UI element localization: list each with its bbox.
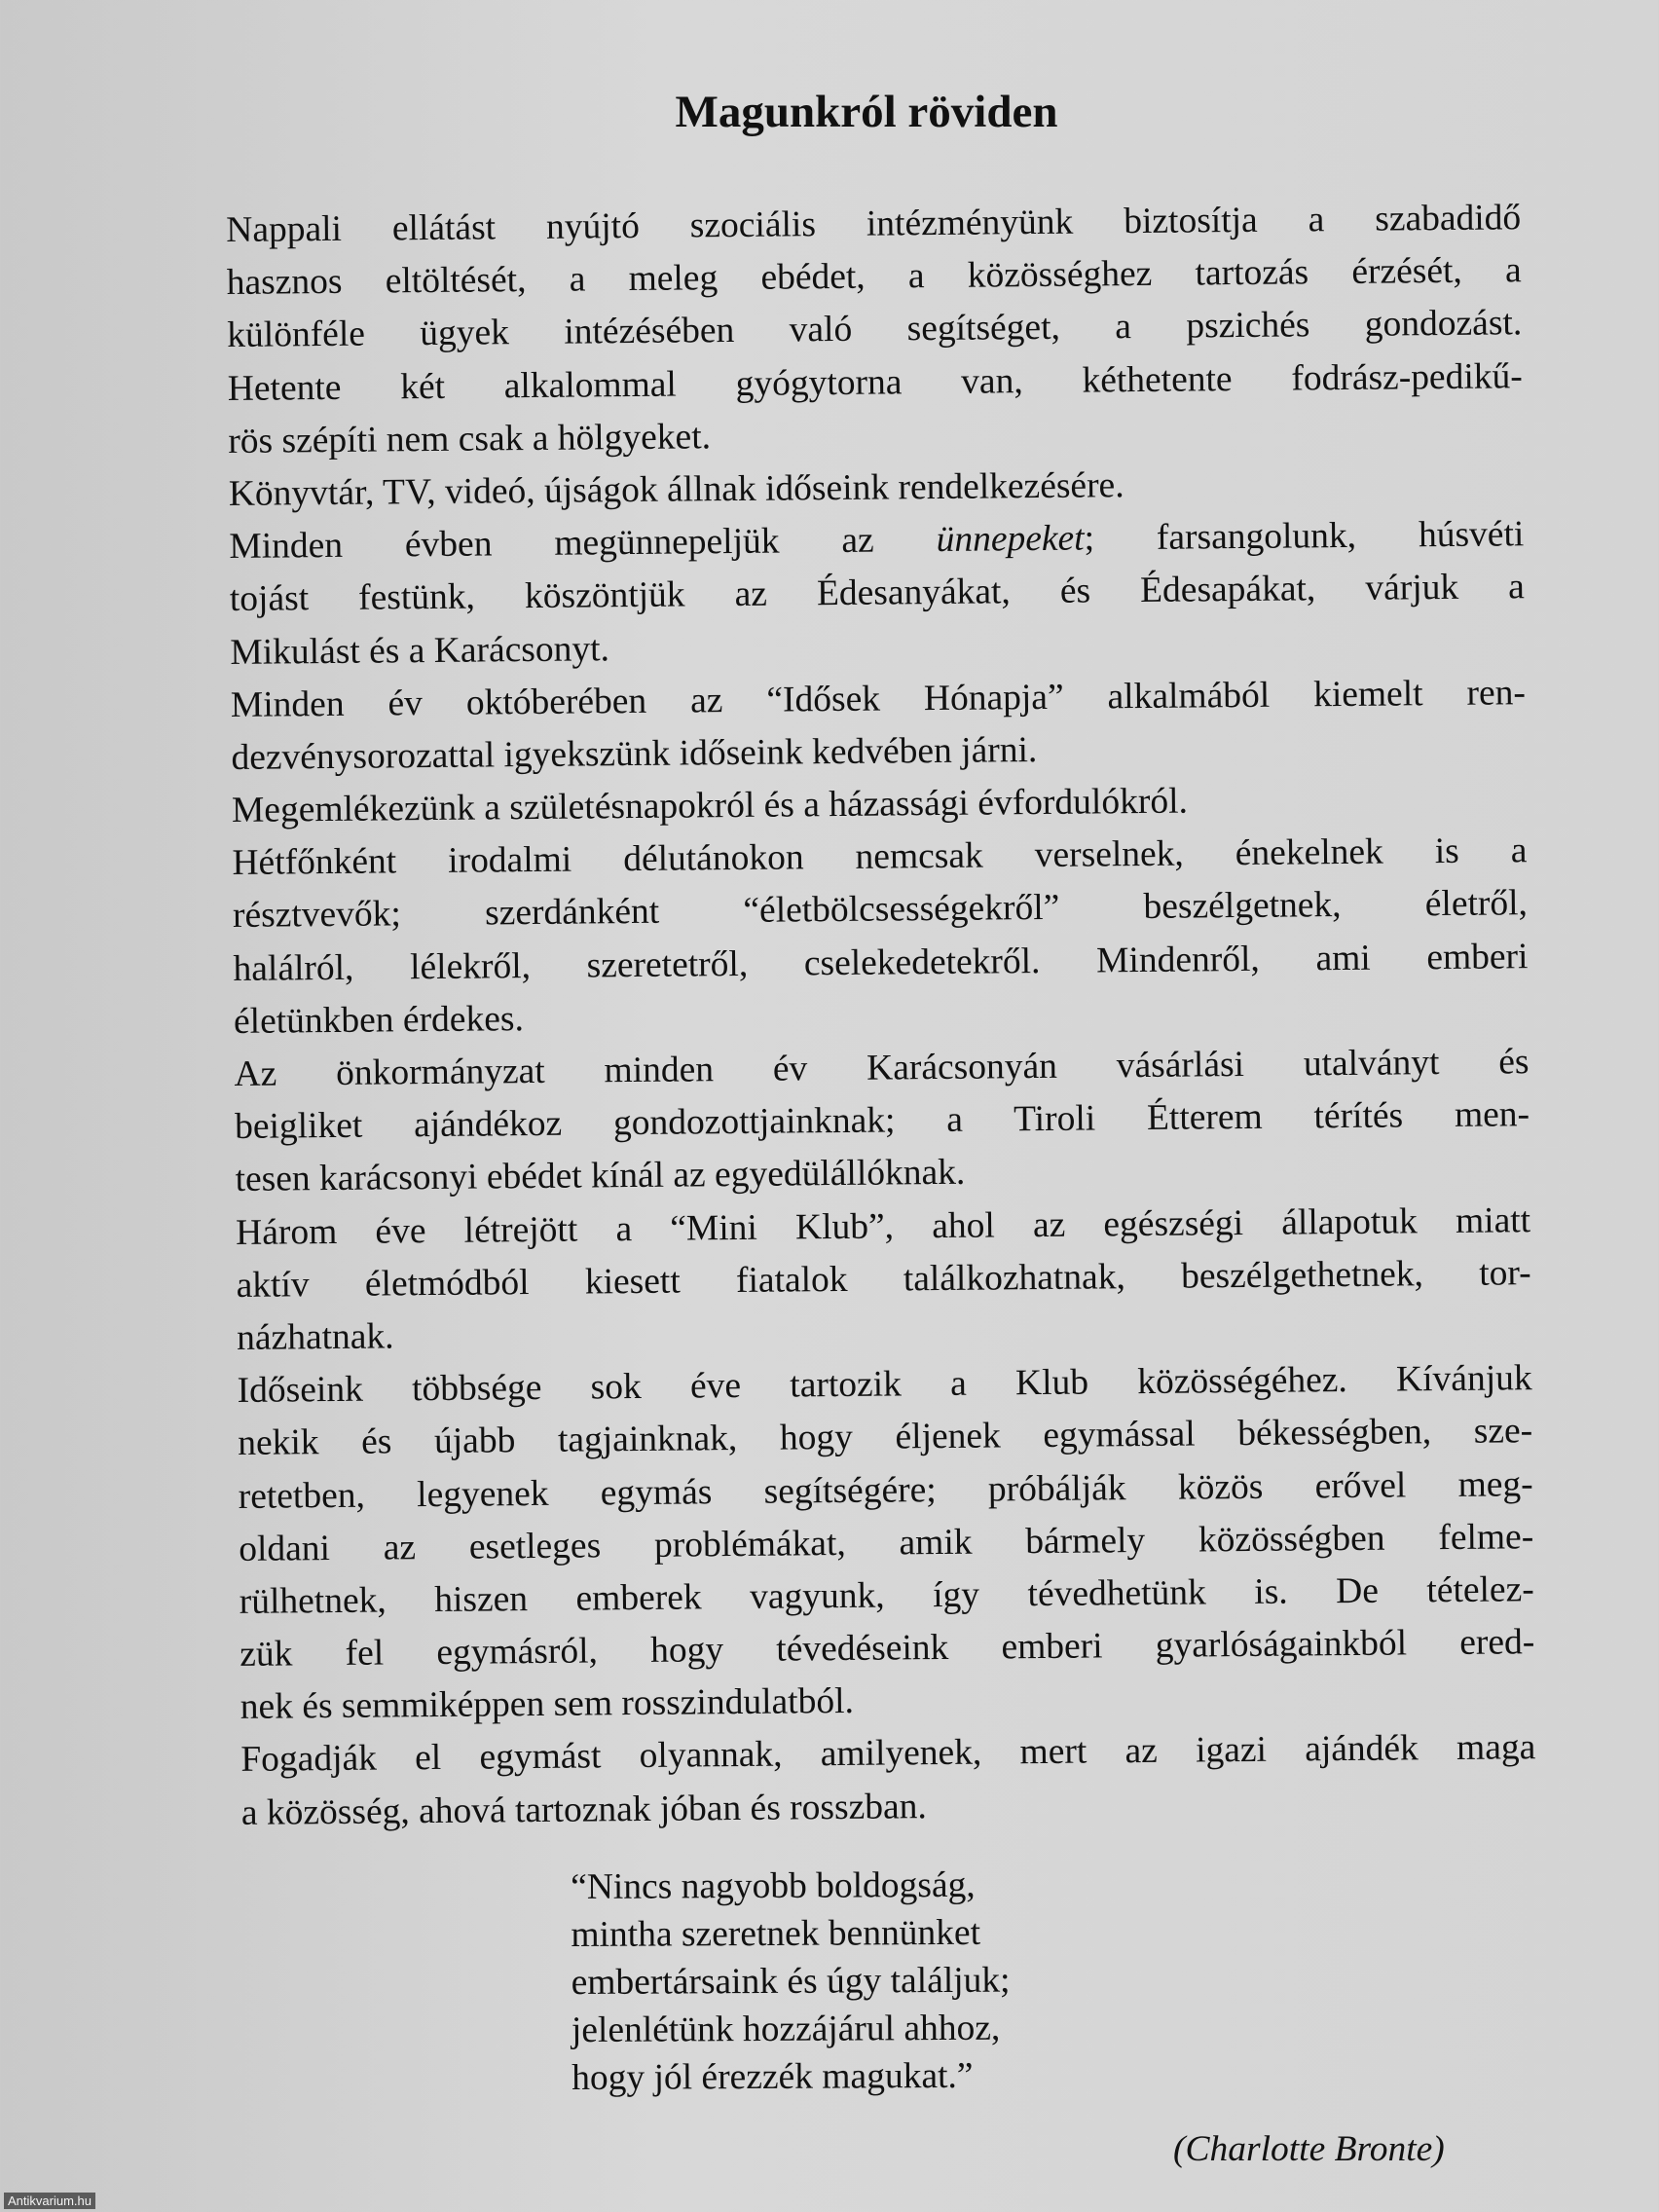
body-line: Mikulást és a Karácsonyt. <box>230 628 610 673</box>
quote-line: “Nincs nagyobb boldogság, <box>571 1864 976 1907</box>
body-text <box>226 192 1536 1840</box>
body-line: Megemlékezünk a születésnapokról és a házassági évfordulókról. <box>231 781 1189 831</box>
body-line: tesen karácsonyi ebédet kínál az egyedülállóknak. <box>235 1153 966 1200</box>
watermark: Antikvarium.hu <box>4 2193 95 2209</box>
quote-line: mintha szeretnek bennünket <box>571 1912 981 1955</box>
quote-line: hogy jól érezzék magukat.” <box>571 2055 974 2098</box>
body-line: Nappali ellátást nyújtó szociális intézményünk biztosítja a szabadidő <box>226 198 1522 250</box>
body-line: retetben, legyenek egymás segítségére; próbálják közös erővel meg- <box>238 1463 1533 1517</box>
page-title: Magunkról röviden <box>675 87 1058 137</box>
body-line: Fogadják el egymást olyannak, amilyenek, mert az igazi ajándék maga <box>240 1727 1536 1781</box>
body-line: rös szépíti nem csak a hölgyeket. <box>228 416 712 461</box>
quote-block <box>571 1862 1011 2102</box>
body-line: oldani az esetleges problémákat, amik bármely közösségben felme- <box>239 1516 1534 1569</box>
body-line: nek és semmiképpen sem rosszindulatból. <box>240 1681 855 1728</box>
body-line: Időseink többsége sok éve tartozik a Klub közösségéhez. Kívánjuk <box>237 1358 1532 1412</box>
body-line: Könyvtár, TV, videó, újságok állnak időseink rendelkezésére. <box>228 465 1124 514</box>
body-line: Az önkormányzat minden év Karácsonyán vásárlási utalványt és <box>234 1042 1530 1094</box>
body-line: Hétfőnként irodalmi délutánokon nemcsak verselnek, énekelnek is a <box>232 830 1528 884</box>
body-line: beigliket ajándékoz gondozottjainknak; a Tiroli Étterem térítés men- <box>234 1094 1530 1148</box>
body-line: életünkben érdekes. <box>233 998 525 1042</box>
body-line: aktív életmódból kiesett fiatalok találkozhatnak, beszélgethetnek, tor- <box>236 1252 1531 1306</box>
body-line: zük fel egymásról, hogy tévedéseink emberi gyarlóságainkból ered- <box>240 1622 1535 1675</box>
quote-author: (Charlotte Bronte) <box>1173 2129 1445 2169</box>
quote-line: embertársaink és úgy találjuk; <box>571 1960 1011 2003</box>
body-line: dezvénysorozattal igyekszünk időseink kedvében járni. <box>231 729 1038 778</box>
emphasis-text: ünnepeket <box>936 518 1085 561</box>
body-line: nekik és újabb tagjainknak, hogy éljenek egymással békességben, sze- <box>238 1411 1533 1464</box>
body-line: názhatnak. <box>236 1316 394 1358</box>
body-line: a közösség, ahová tartoznak jóban és rosszban. <box>240 1786 927 1833</box>
quote-line: jelenlétünk hozzájárul ahhoz, <box>571 2008 1001 2050</box>
body-line: rülhetnek, hiszen emberek vagyunk, így tévedhetünk is. De tételez- <box>239 1569 1534 1622</box>
body-line: Minden évben megünnepeljük az ünnepeket; farsangolunk, húsvéti <box>229 514 1525 568</box>
body-line: Minden év októberében az “Idősek Hónapja” alkalmából kiemelt ren- <box>230 672 1527 725</box>
body-line: Hetente két alkalommal gyógytorna van, kéthetente fodrász-pedikű- <box>227 355 1523 409</box>
body-line: különféle ügyek intézésében való segítséget, a pszichés gondozást. <box>227 303 1523 356</box>
body-line: résztvevők; szerdánként “életbölcsességekről” beszélgetnek, életről, <box>232 883 1529 937</box>
body-line: Három éve létrejött a “Mini Klub”, ahol az egészségi állapotuk miatt <box>235 1199 1531 1253</box>
body-line: halálról, lélekről, szeretetről, cselekedetekről. Mindenről, ami emberi <box>233 936 1529 989</box>
body-line: hasznos eltöltését, a meleg ebédet, a közösséghez tartozás érzését, a <box>226 250 1522 304</box>
body-line: tojást festünk, köszöntjük az Édesanyákat, és Édesapákat, várjuk a <box>229 567 1526 620</box>
